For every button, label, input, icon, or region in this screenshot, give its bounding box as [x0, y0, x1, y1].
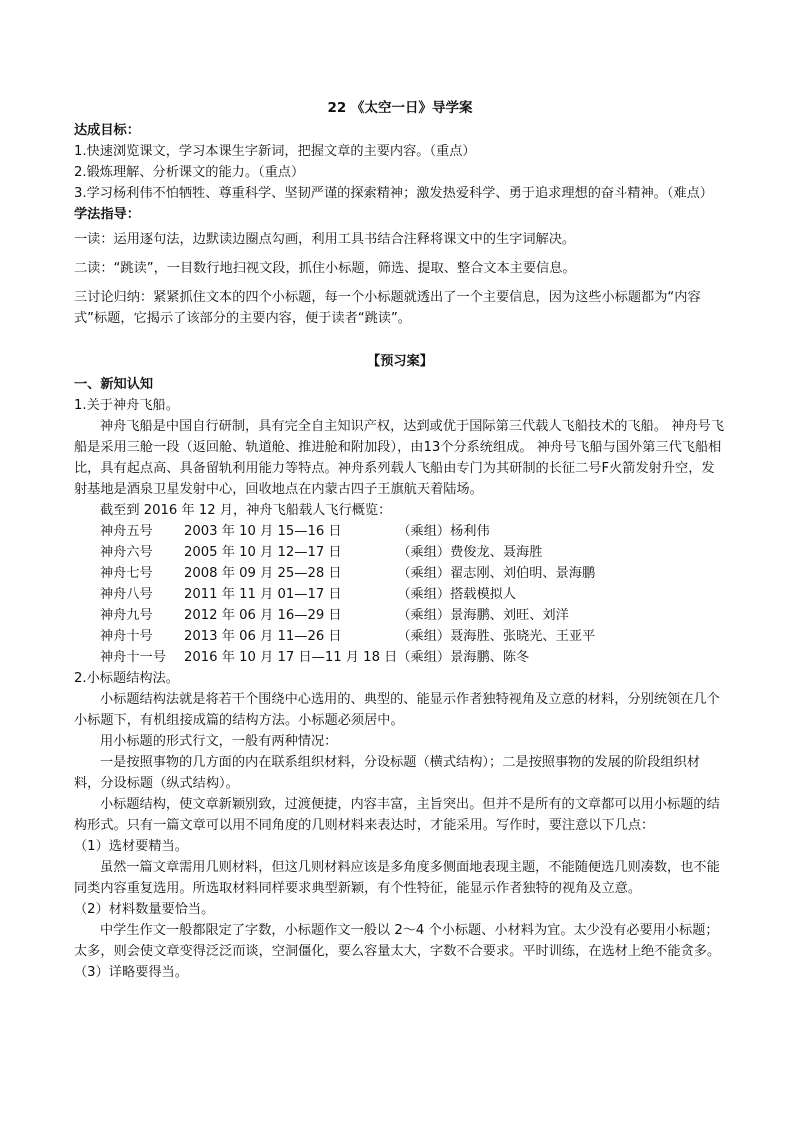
flight-date: 2016 年 10 月 17 日—11 月 18 日 [184, 650, 398, 665]
table-row [100, 626, 657, 647]
flight-date: 2013 年 06 月 11—26 日 [184, 629, 342, 644]
table-row [100, 605, 657, 626]
part1-heading: 一、新知认知 [74, 377, 154, 392]
point2-paragraph: 中学生作文一般都限定了字数，小标题作文一般以 2～4 个小标题、小材料为宜。太少没有必要用小标题；太多，则会使文章变得泛泛而谈，空洞僵化，要么容量太大，字数不合要求。平时训练，在选材上绝不能贪多。 [74, 923, 721, 959]
flight-date: 2005 年 10 月 12—17 日 [184, 545, 342, 560]
flight-name: 神舟十一号 [100, 650, 166, 665]
flight-crew: （乘组）景海鹏、刘旺、刘洋 [397, 608, 569, 623]
flight-crew: （乘组）聂海胜、张晓光、王亚平 [397, 629, 596, 644]
table-row [100, 584, 657, 605]
preview-heading: 【预习案】 [367, 354, 433, 369]
table-row [100, 563, 657, 584]
point2-heading: （2）材料数量要恰当。 [74, 902, 215, 917]
flight-date: 2003 年 10 月 15—16 日 [184, 524, 342, 539]
item2-paragraph-3: 一是按照事物的几方面的内在联系组织材料，分设标题（横式结构）；二是按照事物的发展的阶段组织材料，分设标题（纵式结构）。 [74, 755, 701, 791]
flights-table [100, 521, 657, 668]
method-2: 二读：“跳读”，一目数行地扫视文段，抓住小标题，筛选、提取、整合文本主要信息。 [74, 261, 576, 276]
method-1: 一读：运用逐句法，边默读边圈点勾画，利用工具书结合注释将课文中的生字词解决。 [74, 232, 576, 247]
item2-paragraph-2: 用小标题的形式行文，一般有两种情况： [100, 734, 338, 749]
point1-heading: （1）选材要精当。 [74, 839, 188, 854]
item2-paragraph-4: 小标题结构，使文章新颖别致，过渡便捷，内容丰富，主旨突出。但并不是所有的文章都可以用小标题的结构形式。只有一篇文章可以用不同角度的几则材料来表达时，才能采用。写作时，要注意以下几点： [74, 797, 720, 833]
flight-name: 神舟六号 [100, 545, 153, 560]
flight-name: 神舟九号 [100, 608, 153, 623]
flights-intro: 截至到 2016 年 12 月，神舟飞船载人飞行概览： [100, 503, 392, 518]
item1-paragraph: 神舟飞船是中国自行研制，具有完全自主知识产权，达到或优于国际第三代载人飞船技术的飞船。 神舟号飞船是采用三舱一段（返回舱、轨道舱、推进舱和附加段），由13个分系统组成。 神舟号飞船与国外第三代飞船相比，具有起点高、具备留轨利用能力等特点。神舟系列载人飞船由专门为其研制的长征二号F火箭发射升空，发射基地是酒泉卫星发射中心，回收地点在内蒙古四子王旗航天着陆场。 [74, 419, 725, 497]
goal-1: 1.快速浏览课文，学习本课生字新词，把握文章的主要内容。（重点） [74, 144, 476, 159]
method-heading: 学法指导： [74, 207, 140, 222]
item2-paragraph-1: 小标题结构法就是将若干个围绕中心选用的、典型的、能显示作者独特视角及立意的材料，分别统领在几个小标题下，有机组接成篇的结构方法。小标题必须居中。 [74, 692, 720, 728]
flight-name: 神舟七号 [100, 566, 153, 581]
flight-name: 神舟八号 [100, 587, 153, 602]
point1-paragraph: 虽然一篇文章需用几则材料，但这几则材料应该是多角度多侧面地表现主题，不能随便选几则凑数，也不能同类内容重复选用。所选取材料同样要求典型新颖，有个性特征，能显示作者独特的视角及立意。 [74, 860, 720, 896]
method-3: 三讨论归纳：紧紧抓住文本的四个小标题，每一个小标题就透出了一个主要信息，因为这些小标题都为“内容式”标题，它揭示了该部分的主要内容，便于读者“跳读”。 [74, 290, 701, 326]
item2-heading: 2.小标题结构法。 [74, 671, 179, 686]
flight-crew: （乘组）费俊龙、聂海胜 [397, 545, 543, 560]
flight-date: 2012 年 06 月 16—29 日 [184, 608, 342, 623]
table-row [100, 647, 657, 668]
flight-crew: （乘组）搭载模拟人 [397, 587, 517, 602]
goal-2: 2.锻炼理解、分析课文的能力。（重点） [74, 165, 305, 180]
flight-crew: （乘组）杨利伟 [397, 524, 490, 539]
page-title: 22 《太空一日》导学案 [327, 100, 473, 116]
table-row [100, 542, 657, 563]
flight-crew: （乘组）翟志刚、刘伯明、景海鹏 [397, 566, 596, 581]
flight-name: 神舟五号 [100, 524, 153, 539]
flight-date: 2008 年 09 月 25—28 日 [184, 566, 342, 581]
item1-heading: 1.关于神舟飞船。 [74, 398, 179, 413]
worksheet-page [74, 98, 726, 983]
table-row [100, 521, 657, 542]
point3-heading: （3）详略要得当。 [74, 965, 188, 980]
goals-heading: 达成目标： [74, 123, 140, 138]
flight-date: 2011 年 11 月 01—17 日 [184, 587, 342, 602]
goal-3: 3.学习杨利伟不怕牺牲、尊重科学、坚韧严谨的探索精神；激发热爱科学、勇于追求理想的奋斗精神。（难点） [74, 186, 713, 201]
flight-crew: （乘组）景海鹏、陈冬 [397, 650, 530, 665]
flight-name: 神舟十号 [100, 629, 153, 644]
